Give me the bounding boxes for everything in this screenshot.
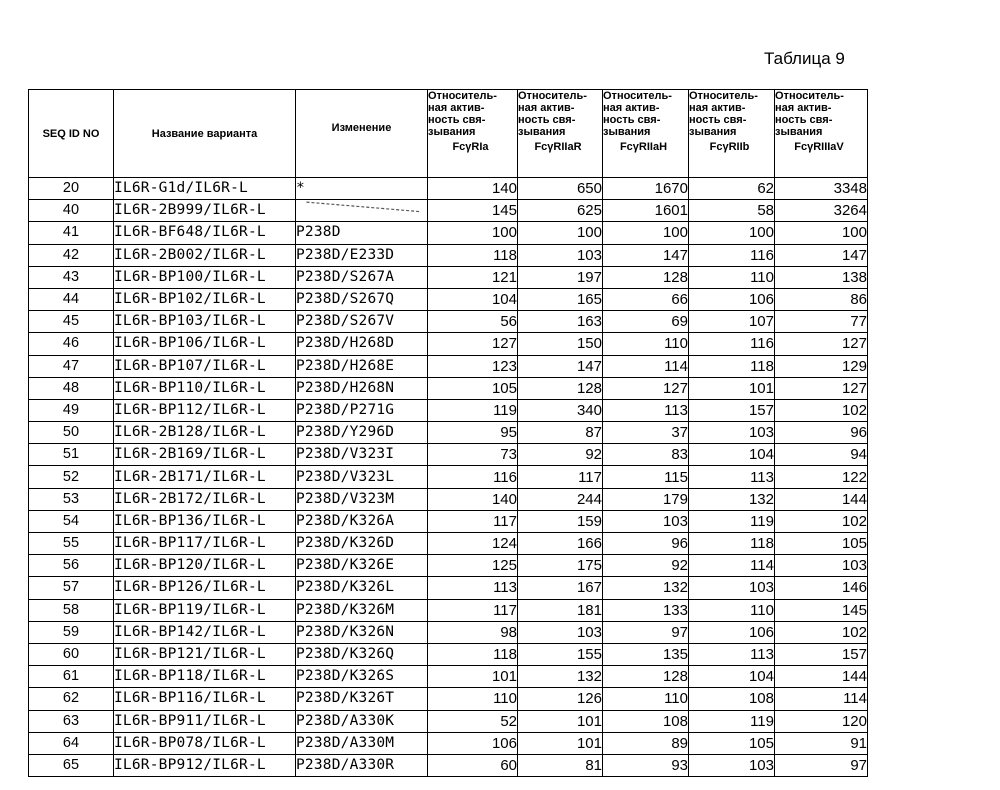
- seq-id-cell: 53: [29, 488, 114, 510]
- activity-value-cell: 103: [775, 555, 868, 577]
- activity-value-cell: 110: [428, 688, 518, 710]
- activity-value-cell: 150: [518, 333, 603, 355]
- modification-cell: P238D/H268D: [296, 333, 428, 355]
- activity-value-cell: 97: [603, 621, 689, 643]
- activity-value-cell: 96: [775, 422, 868, 444]
- activity-value-cell: 118: [428, 244, 518, 266]
- activity-value-cell: 102: [775, 510, 868, 532]
- activity-value-cell: 58: [689, 200, 775, 222]
- variant-name-cell: IL6R-2B002/IL6R-L: [114, 244, 296, 266]
- table-row: [29, 732, 868, 754]
- activity-value-cell: 77: [775, 311, 868, 333]
- activity-value-cell: 146: [775, 577, 868, 599]
- modification-cell: P238D/H268E: [296, 355, 428, 377]
- activity-value-cell: 157: [689, 399, 775, 421]
- header-receptor: FcγRIIb: [709, 141, 750, 153]
- variant-name-cell: IL6R-2B172/IL6R-L: [114, 488, 296, 510]
- activity-value-cell: 114: [775, 688, 868, 710]
- activity-value-cell: 98: [428, 621, 518, 643]
- header-receptor: FcγRIa: [452, 141, 489, 153]
- table-row: [29, 222, 868, 244]
- activity-value-cell: 197: [518, 266, 603, 288]
- activity-value-cell: 155: [518, 643, 603, 665]
- seq-id-cell: 65: [29, 754, 114, 776]
- modification-cell: P238D/Y296D: [296, 422, 428, 444]
- seq-id-cell: 63: [29, 710, 114, 732]
- table-row: [29, 754, 868, 776]
- variant-name-cell: IL6R-BP116/IL6R-L: [114, 688, 296, 710]
- activity-value-cell: 132: [518, 666, 603, 688]
- activity-value-cell: 127: [428, 333, 518, 355]
- activity-value-cell: 113: [603, 399, 689, 421]
- activity-value-cell: 1670: [603, 178, 689, 200]
- table-row: [29, 444, 868, 466]
- variant-name-cell: IL6R-BP100/IL6R-L: [114, 266, 296, 288]
- table-row: [29, 555, 868, 577]
- activity-value-cell: 124: [428, 533, 518, 555]
- activity-value-cell: 102: [775, 399, 868, 421]
- seq-id-cell: 44: [29, 288, 114, 310]
- activity-value-cell: 89: [603, 732, 689, 754]
- activity-value-cell: 147: [603, 244, 689, 266]
- activity-value-cell: 119: [689, 710, 775, 732]
- activity-value-cell: 118: [428, 643, 518, 665]
- table-title: Таблица 9: [764, 49, 845, 68]
- activity-value-cell: 126: [518, 688, 603, 710]
- activity-value-cell: 165: [518, 288, 603, 310]
- activity-value-cell: 118: [689, 533, 775, 555]
- activity-value-cell: 94: [775, 444, 868, 466]
- table-row: [29, 599, 868, 621]
- header-activity-label: Относитель- ная актив- ность свя- зывания: [518, 90, 587, 138]
- activity-value-cell: 105: [775, 533, 868, 555]
- header-receptor: FcγRIIaR: [534, 141, 582, 153]
- activity-value-cell: 69: [603, 311, 689, 333]
- activity-value-cell: 132: [689, 488, 775, 510]
- activity-value-cell: 66: [603, 288, 689, 310]
- activity-value-cell: 95: [428, 422, 518, 444]
- variant-name-cell: IL6R-BP110/IL6R-L: [114, 377, 296, 399]
- activity-value-cell: 114: [603, 355, 689, 377]
- activity-value-cell: 103: [603, 510, 689, 532]
- activity-value-cell: 121: [428, 266, 518, 288]
- modification-cell: *: [296, 178, 428, 200]
- activity-value-cell: 159: [518, 510, 603, 532]
- table-row: [29, 355, 868, 377]
- variant-name-cell: IL6R-2B171/IL6R-L: [114, 466, 296, 488]
- seq-id-cell: 49: [29, 399, 114, 421]
- activity-value-cell: 650: [518, 178, 603, 200]
- data-table: [28, 89, 868, 777]
- activity-value-cell: 97: [775, 754, 868, 776]
- activity-value-cell: 56: [428, 311, 518, 333]
- activity-value-cell: 101: [428, 666, 518, 688]
- table-body: [29, 178, 868, 777]
- activity-value-cell: 167: [518, 577, 603, 599]
- modification-cell: P238D/P271G: [296, 399, 428, 421]
- activity-value-cell: 117: [428, 599, 518, 621]
- activity-value-cell: 140: [428, 488, 518, 510]
- activity-value-cell: 3264: [775, 200, 868, 222]
- header-activity-fcgriiah: [603, 90, 689, 178]
- seq-id-cell: 41: [29, 222, 114, 244]
- activity-value-cell: 114: [689, 555, 775, 577]
- activity-value-cell: 103: [689, 577, 775, 599]
- variant-name-cell: IL6R-BP912/IL6R-L: [114, 754, 296, 776]
- variant-name-cell: IL6R-BP117/IL6R-L: [114, 533, 296, 555]
- seq-id-cell: 64: [29, 732, 114, 754]
- activity-value-cell: 102: [775, 621, 868, 643]
- modification-cell: P238D: [296, 222, 428, 244]
- activity-value-cell: 140: [428, 178, 518, 200]
- activity-value-cell: 119: [428, 399, 518, 421]
- table-row: [29, 178, 868, 200]
- header-activity-fcgria: [428, 90, 518, 178]
- activity-value-cell: 105: [428, 377, 518, 399]
- header-activity-fcgriib: [689, 90, 775, 178]
- activity-value-cell: 91: [775, 732, 868, 754]
- header-activity-label: Относитель- ная актив- ность свя- зывания: [428, 90, 497, 138]
- modification-cell: P238D/V323L: [296, 466, 428, 488]
- activity-value-cell: 106: [428, 732, 518, 754]
- activity-value-cell: 127: [775, 377, 868, 399]
- modification-cell: P238D/V323M: [296, 488, 428, 510]
- seq-id-cell: 55: [29, 533, 114, 555]
- header-receptor: FcγRIIIaV: [794, 141, 844, 153]
- activity-value-cell: 340: [518, 399, 603, 421]
- variant-name-cell: IL6R-BP103/IL6R-L: [114, 311, 296, 333]
- activity-value-cell: 113: [689, 466, 775, 488]
- activity-value-cell: 52: [428, 710, 518, 732]
- activity-value-cell: 96: [603, 533, 689, 555]
- variant-name-cell: IL6R-BP118/IL6R-L: [114, 666, 296, 688]
- activity-value-cell: 100: [518, 222, 603, 244]
- activity-value-cell: 92: [518, 444, 603, 466]
- seq-id-cell: 42: [29, 244, 114, 266]
- variant-name-cell: IL6R-BP121/IL6R-L: [114, 643, 296, 665]
- activity-value-cell: 123: [428, 355, 518, 377]
- variant-name-cell: IL6R-BP112/IL6R-L: [114, 399, 296, 421]
- modification-cell: P238D/K326T: [296, 688, 428, 710]
- seq-id-cell: 52: [29, 466, 114, 488]
- header-activity-label: Относитель- ная актив- ность свя- зывания: [603, 90, 672, 138]
- activity-value-cell: 83: [603, 444, 689, 466]
- activity-value-cell: 103: [689, 422, 775, 444]
- header-variant-name: Название варианта: [114, 90, 296, 178]
- table-row: [29, 244, 868, 266]
- table-row: [29, 333, 868, 355]
- modification-cell: P238D/A330K: [296, 710, 428, 732]
- seq-id-cell: 48: [29, 377, 114, 399]
- activity-value-cell: 144: [775, 488, 868, 510]
- table-row: [29, 643, 868, 665]
- activity-value-cell: 147: [775, 244, 868, 266]
- activity-value-cell: 37: [603, 422, 689, 444]
- activity-value-cell: 103: [518, 244, 603, 266]
- activity-value-cell: 105: [689, 732, 775, 754]
- variant-name-cell: IL6R-2B128/IL6R-L: [114, 422, 296, 444]
- activity-value-cell: 118: [689, 355, 775, 377]
- activity-value-cell: 625: [518, 200, 603, 222]
- table-row: [29, 399, 868, 421]
- variant-name-cell: IL6R-BP126/IL6R-L: [114, 577, 296, 599]
- activity-value-cell: 92: [603, 555, 689, 577]
- modification-cell: P238D/S267V: [296, 311, 428, 333]
- modification-cell: P238D/K326Q: [296, 643, 428, 665]
- seq-id-cell: 51: [29, 444, 114, 466]
- variant-name-cell: IL6R-2B999/IL6R-L: [114, 200, 296, 222]
- variant-name-cell: IL6R-BP911/IL6R-L: [114, 710, 296, 732]
- modification-cell: P238D/K326L: [296, 577, 428, 599]
- activity-value-cell: 106: [689, 288, 775, 310]
- seq-id-cell: 43: [29, 266, 114, 288]
- activity-value-cell: 106: [689, 621, 775, 643]
- activity-value-cell: 108: [603, 710, 689, 732]
- activity-value-cell: 145: [775, 599, 868, 621]
- activity-value-cell: 175: [518, 555, 603, 577]
- activity-value-cell: 73: [428, 444, 518, 466]
- activity-value-cell: 157: [775, 643, 868, 665]
- variant-name-cell: IL6R-G1d/IL6R-L: [114, 178, 296, 200]
- activity-value-cell: 135: [603, 643, 689, 665]
- seq-id-cell: 47: [29, 355, 114, 377]
- activity-value-cell: 127: [775, 333, 868, 355]
- activity-value-cell: 1601: [603, 200, 689, 222]
- activity-value-cell: 125: [428, 555, 518, 577]
- activity-value-cell: 128: [603, 266, 689, 288]
- activity-value-cell: 103: [689, 754, 775, 776]
- activity-value-cell: 133: [603, 599, 689, 621]
- activity-value-cell: 244: [518, 488, 603, 510]
- activity-value-cell: 145: [428, 200, 518, 222]
- seq-id-cell: 40: [29, 200, 114, 222]
- activity-value-cell: 110: [603, 688, 689, 710]
- activity-value-cell: 101: [518, 710, 603, 732]
- seq-id-cell: 45: [29, 311, 114, 333]
- modification-cell: P238D/V323I: [296, 444, 428, 466]
- header-activity-label: Относитель- ная актив- ность свя- зывания: [775, 90, 844, 138]
- seq-id-cell: 54: [29, 510, 114, 532]
- activity-value-cell: 115: [603, 466, 689, 488]
- seq-id-cell: 50: [29, 422, 114, 444]
- table-row: [29, 466, 868, 488]
- activity-value-cell: 120: [775, 710, 868, 732]
- activity-value-cell: 128: [518, 377, 603, 399]
- diagonal-dash-line: [296, 200, 427, 221]
- header-activity-label: Относитель- ная актив- ность свя- зывания: [689, 90, 758, 138]
- activity-value-cell: 147: [518, 355, 603, 377]
- activity-value-cell: 116: [689, 333, 775, 355]
- table-row: [29, 577, 868, 599]
- activity-value-cell: 100: [775, 222, 868, 244]
- activity-value-cell: 116: [689, 244, 775, 266]
- activity-value-cell: 104: [689, 444, 775, 466]
- activity-value-cell: 113: [689, 643, 775, 665]
- table-row: [29, 488, 868, 510]
- modification-cell: P238D/A330M: [296, 732, 428, 754]
- activity-value-cell: 110: [603, 333, 689, 355]
- activity-value-cell: 138: [775, 266, 868, 288]
- variant-name-cell: IL6R-BP107/IL6R-L: [114, 355, 296, 377]
- variant-name-cell: IL6R-BP102/IL6R-L: [114, 288, 296, 310]
- modification-cell: P238D/K326S: [296, 666, 428, 688]
- activity-value-cell: 104: [428, 288, 518, 310]
- activity-value-cell: 128: [603, 666, 689, 688]
- variant-name-cell: IL6R-BP106/IL6R-L: [114, 333, 296, 355]
- activity-value-cell: 62: [689, 178, 775, 200]
- activity-value-cell: 117: [518, 466, 603, 488]
- table-row: [29, 288, 868, 310]
- table-row: [29, 311, 868, 333]
- variant-name-cell: IL6R-BP142/IL6R-L: [114, 621, 296, 643]
- activity-value-cell: 3348: [775, 178, 868, 200]
- variant-name-cell: IL6R-BP078/IL6R-L: [114, 732, 296, 754]
- activity-value-cell: 113: [428, 577, 518, 599]
- activity-value-cell: 100: [428, 222, 518, 244]
- seq-id-cell: 56: [29, 555, 114, 577]
- table-row: [29, 666, 868, 688]
- header-modification: Изменение: [296, 90, 428, 178]
- modification-cell: P238D/S267Q: [296, 288, 428, 310]
- modification-cell: P238D/K326D: [296, 533, 428, 555]
- variant-name-cell: IL6R-BP136/IL6R-L: [114, 510, 296, 532]
- seq-id-cell: 60: [29, 643, 114, 665]
- activity-value-cell: 108: [689, 688, 775, 710]
- activity-value-cell: 144: [775, 666, 868, 688]
- modification-cell: P238D/K326E: [296, 555, 428, 577]
- seq-id-cell: 46: [29, 333, 114, 355]
- seq-id-cell: 59: [29, 621, 114, 643]
- table-row: [29, 200, 868, 222]
- activity-value-cell: 104: [689, 666, 775, 688]
- table-row: [29, 621, 868, 643]
- activity-value-cell: 110: [689, 599, 775, 621]
- activity-value-cell: 166: [518, 533, 603, 555]
- header-activity-fcgriiar: [518, 90, 603, 178]
- table-row: [29, 510, 868, 532]
- variant-name-cell: IL6R-BF648/IL6R-L: [114, 222, 296, 244]
- seq-id-cell: 62: [29, 688, 114, 710]
- activity-value-cell: 81: [518, 754, 603, 776]
- modification-cell: P238D/K326A: [296, 510, 428, 532]
- activity-value-cell: 132: [603, 577, 689, 599]
- variant-name-cell: IL6R-2B169/IL6R-L: [114, 444, 296, 466]
- activity-value-cell: 122: [775, 466, 868, 488]
- activity-value-cell: 87: [518, 422, 603, 444]
- seq-id-cell: 58: [29, 599, 114, 621]
- modification-cell: P238D/H268N: [296, 377, 428, 399]
- header-seq-id: SEQ ID NO: [29, 90, 114, 178]
- modification-cell: P238D/E233D: [296, 244, 428, 266]
- activity-value-cell: 107: [689, 311, 775, 333]
- modification-cell: P238D/K326M: [296, 599, 428, 621]
- activity-value-cell: 103: [518, 621, 603, 643]
- table-row: [29, 688, 868, 710]
- activity-value-cell: 129: [775, 355, 868, 377]
- activity-value-cell: 117: [428, 510, 518, 532]
- table-row: [29, 710, 868, 732]
- seq-id-cell: 20: [29, 178, 114, 200]
- variant-name-cell: IL6R-BP119/IL6R-L: [114, 599, 296, 621]
- activity-value-cell: 110: [689, 266, 775, 288]
- table-row: [29, 533, 868, 555]
- seq-id-cell: 57: [29, 577, 114, 599]
- modification-cell: P238D/K326N: [296, 621, 428, 643]
- activity-value-cell: 86: [775, 288, 868, 310]
- activity-value-cell: 101: [689, 377, 775, 399]
- activity-value-cell: 100: [689, 222, 775, 244]
- header-row: [29, 90, 868, 178]
- table-row: [29, 266, 868, 288]
- activity-value-cell: 116: [428, 466, 518, 488]
- activity-value-cell: 100: [603, 222, 689, 244]
- modification-cell: [296, 200, 428, 222]
- activity-value-cell: 101: [518, 732, 603, 754]
- table-row: [29, 377, 868, 399]
- activity-value-cell: 93: [603, 754, 689, 776]
- header-activity-fcgriiiav: [775, 90, 868, 178]
- modification-cell: P238D/A330R: [296, 754, 428, 776]
- activity-value-cell: 181: [518, 599, 603, 621]
- variant-name-cell: IL6R-BP120/IL6R-L: [114, 555, 296, 577]
- header-receptor: FcγRIIaH: [619, 141, 668, 153]
- activity-value-cell: 127: [603, 377, 689, 399]
- activity-value-cell: 119: [689, 510, 775, 532]
- table-row: [29, 422, 868, 444]
- activity-value-cell: 60: [428, 754, 518, 776]
- modification-cell: P238D/S267A: [296, 266, 428, 288]
- activity-value-cell: 179: [603, 488, 689, 510]
- activity-value-cell: 163: [518, 311, 603, 333]
- seq-id-cell: 61: [29, 666, 114, 688]
